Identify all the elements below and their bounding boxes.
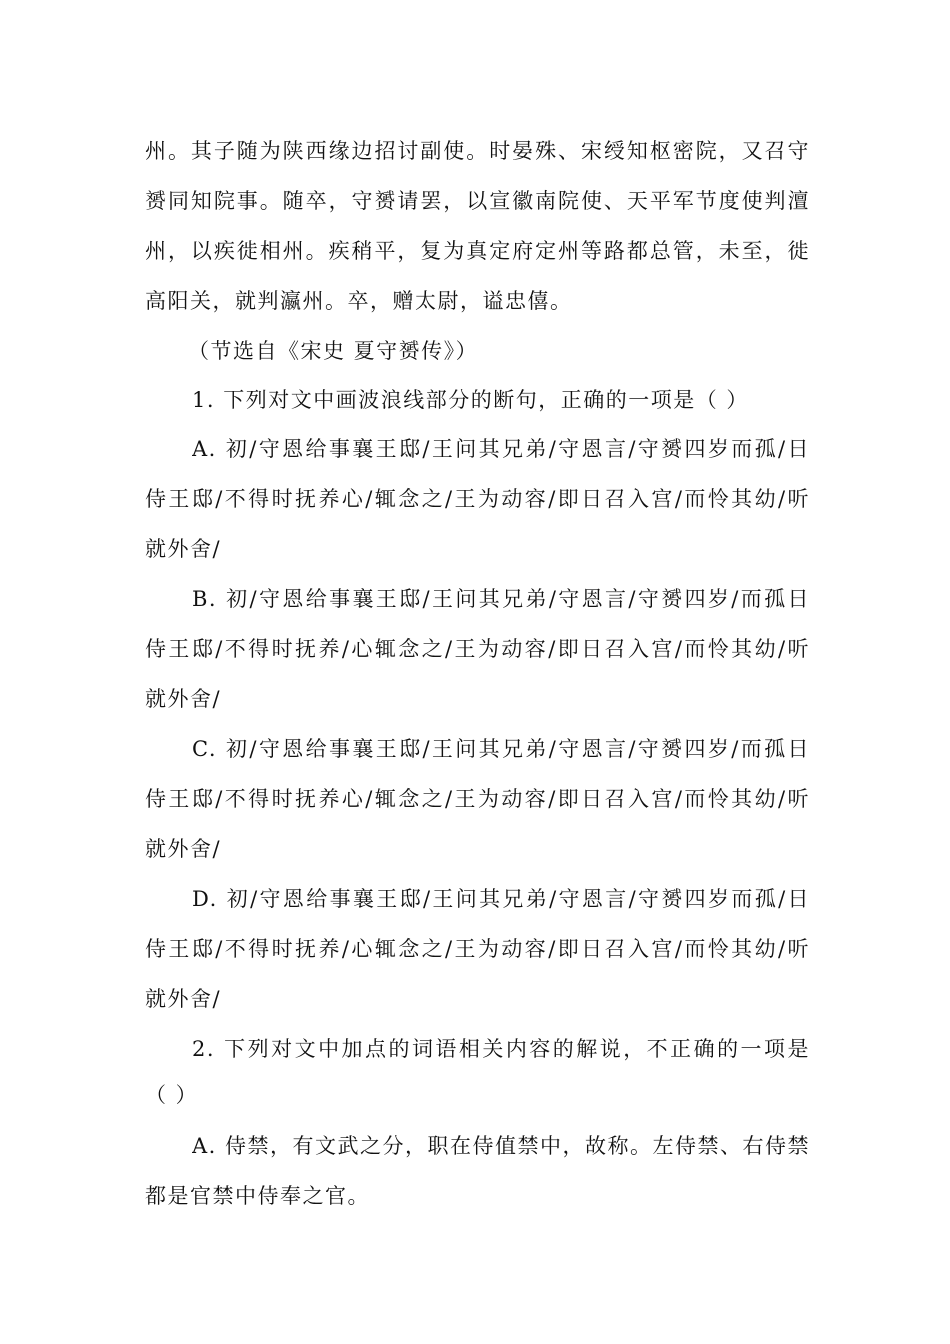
question-2-stem: （ ） <box>145 1083 199 1107</box>
passage-line: 州，以疾徙相州。疾稍平，复为真定府定州等路都总管，未至，徙 <box>145 239 810 263</box>
q1-option-b-line: 就外舍/ <box>145 687 222 711</box>
q1-option-c-line: C. 初/守恩给事襄王邸/王问其兄弟/守恩言/守赟四岁/而孤日 <box>192 737 810 761</box>
q1-option-c-line: 就外舍/ <box>145 837 222 861</box>
q1-option-a-line: 侍王邸/不得时抚养心/辄念之/王为动容/即日召入宫/而怜其幼/听 <box>145 487 810 511</box>
q2-option-a-line: A. 侍禁，有文武之分，职在侍值禁中，故称。左侍禁、右侍禁 <box>192 1134 810 1158</box>
q1-option-b-line: 侍王邸/不得时抚养/心辄念之/王为动容/即日召入宫/而怜其幼/听 <box>145 637 810 661</box>
q1-option-d-line: D. 初/守恩给事襄王邸/王问其兄弟/守恩言/守赟四岁而孤/日 <box>192 887 810 911</box>
q1-option-d-line: 侍王邸/不得时抚养/心辄念之/王为动容/即日召入宫/而怜其幼/听 <box>145 937 810 961</box>
passage-line: 州。其子随为陕西缘边招讨副使。时晏殊、宋绶知枢密院，又召守 <box>145 139 810 163</box>
question-2-stem: 2. 下列对文中加点的词语相关内容的解说，不正确的一项是 <box>192 1037 810 1061</box>
source-citation: （节选自《宋史 夏守赟传》） <box>188 339 479 363</box>
passage-line: 高阳关，就判瀛州。卒，赠太尉，谥忠僖。 <box>145 289 573 313</box>
q1-option-d-line: 就外舍/ <box>145 987 222 1011</box>
passage-line: 赟同知院事。随卒，守赟请罢，以宣徽南院使、天平军节度使判澶 <box>145 189 810 213</box>
q1-option-c-line: 侍王邸/不得时抚养心/辄念之/王为动容/即日召入宫/而怜其幼/听 <box>145 787 810 811</box>
q1-option-a-line: 就外舍/ <box>145 537 222 561</box>
question-1-stem: 1. 下列对文中画波浪线部分的断句，正确的一项是（ ） <box>192 388 749 412</box>
q2-option-a-line: 都是官禁中侍奉之官。 <box>145 1184 370 1208</box>
q1-option-b-line: B. 初/守恩给事襄王邸/王问其兄弟/守恩言/守赟四岁/而孤日 <box>192 587 810 611</box>
q1-option-a-line: A. 初/守恩给事襄王邸/王问其兄弟/守恩言/守赟四岁而孤/日 <box>192 437 810 461</box>
